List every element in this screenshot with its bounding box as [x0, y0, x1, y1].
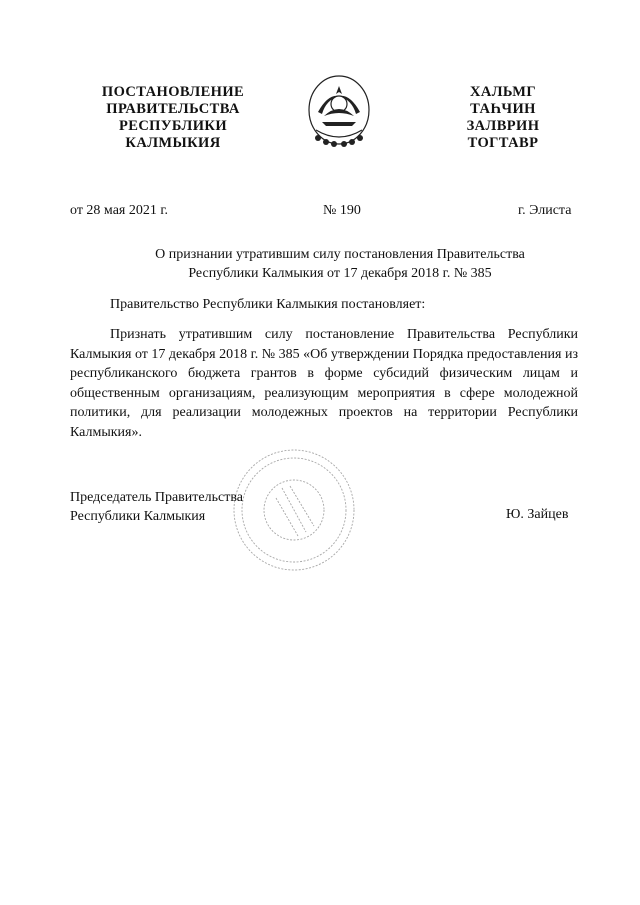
document-city: г. Элиста: [518, 203, 572, 218]
document-subject: [100, 245, 580, 283]
signatory-name: Ю. Зайцев: [506, 507, 569, 522]
signatory-position: [70, 488, 243, 526]
signatory-position-line: Председатель Правительства: [70, 490, 243, 505]
header-left-line: ПРАВИТЕЛЬСТВА: [106, 101, 240, 117]
signatory-position-line: Республики Калмыкия: [70, 509, 206, 524]
header-right-line: ХАЛЬМГ: [469, 84, 537, 100]
header-left-title: [88, 84, 258, 152]
subject-line: Республики Калмыкия от 17 декабря 2018 г. № 385: [188, 266, 492, 281]
official-seal-icon: [232, 448, 356, 572]
document-number: № 190: [323, 203, 361, 218]
header-left-line: КАЛМЫКИЯ: [125, 135, 221, 151]
document-body: Признать утратившим силу постановление Правительства Республики Калмыкия от 17 декабря 2018 г. № 385 «Об утверждении Порядка предоставления из республиканского бюджета грантов в форме субсидий физическим лицам и общественным организациям, реализующим мероприятия в сфере молодежной политики, для реализации молодежных проектов на территории Республики Калмыкия».: [70, 327, 578, 440]
kalmykia-coat-of-arms-icon: [304, 72, 374, 154]
document-date: от 28 мая 2021 г.: [70, 203, 169, 218]
header-right-line: ЗАЛВРИН: [466, 118, 540, 134]
header-left-line: РЕСПУБЛИКИ: [118, 118, 228, 134]
decree-statement: Правительство Республики Калмыкия постановляет:: [110, 297, 426, 312]
header-right-line: ТОГТАВР: [467, 135, 539, 151]
header-left-line: ПОСТАНОВЛЕНИЕ: [101, 84, 245, 100]
header-right-title: [448, 84, 558, 152]
subject-line: О признании утратившим силу постановления Правительства: [155, 247, 525, 262]
header-right-line: ТАҺЧИН: [470, 101, 536, 117]
